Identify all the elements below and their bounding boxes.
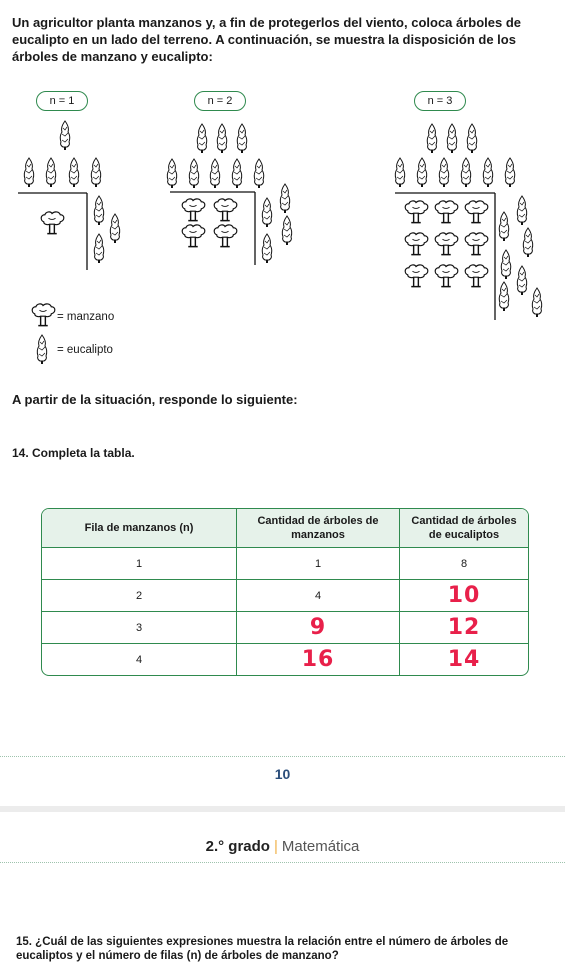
figure-label-n3: n = 3 (414, 91, 466, 111)
eucalyptus-icon (210, 159, 219, 188)
handwritten-answer[interactable]: 14 (447, 647, 481, 672)
footer-subject: Matemática (281, 838, 360, 855)
apple-tree-icon (405, 201, 428, 223)
table-row (42, 644, 528, 675)
figure-n2 (160, 115, 320, 275)
footer-title (0, 838, 565, 855)
divider (0, 756, 565, 757)
eucalyptus-icon (91, 158, 100, 187)
eucalyptus-icon (60, 121, 69, 150)
eucalyptus-icon (167, 159, 176, 188)
cell-eucalyptus: 8 (400, 548, 528, 580)
figure-label-n2: n = 2 (194, 91, 246, 111)
legend-apple-label: = manzano (57, 311, 115, 323)
footer-grade: 2.° grado (205, 838, 270, 855)
eucalyptus-icon (501, 250, 510, 279)
apple-tree-icon (214, 199, 237, 221)
cell-apples: 4 (237, 580, 400, 612)
eucalyptus-icon (24, 158, 33, 187)
eucalyptus-icon (395, 158, 404, 187)
intro-paragraph: Un agricultor planta manzanos y, a fin de protegerlos del viento, coloca árboles de eucalipto en un lado del terreno. A continuación, se muestra la disposición de los árboles de manzano y eucalipto: (12, 15, 522, 64)
apple-tree-icon (41, 212, 64, 234)
eucalyptus-icon (110, 214, 119, 243)
question-15: 15. ¿Cuál de las siguientes expresiones muestra la relación entre el número de árboles de eucaliptos y el número de filas (n) de árboles de manzano? (16, 936, 509, 962)
eucalyptus-icon (417, 158, 426, 187)
apple-tree-icon (182, 199, 205, 221)
eucalyptus-icon (197, 124, 206, 153)
handwritten-answer[interactable]: 10 (400, 580, 528, 612)
eucalyptus-icon (483, 158, 492, 187)
figure-n1 (0, 115, 150, 275)
eucalyptus-icon (517, 266, 526, 295)
apple-tree-icon (435, 201, 458, 223)
eucalyptus-icon (427, 124, 436, 153)
eucalyptus-icon (499, 282, 508, 311)
table-row (42, 548, 528, 580)
header-eucalyptus: Cantidad de árboles de eucaliptos (400, 509, 528, 548)
answer-table (41, 508, 529, 676)
eucalyptus-icon (499, 212, 508, 241)
eucalyptus-icon (46, 158, 55, 187)
footer-separator: | (273, 838, 278, 855)
table-row (42, 580, 528, 612)
eucalyptus-icon (447, 124, 456, 153)
eucalyptus-icon (232, 159, 241, 188)
eucalyptus-icon (532, 288, 541, 317)
cell-apples: 1 (237, 548, 400, 580)
figure-n3 (385, 115, 560, 330)
eucalyptus-icon (94, 196, 103, 225)
eucalyptus-icon (189, 159, 198, 188)
apple-tree-icon (465, 233, 488, 255)
apple-tree-icon (214, 225, 237, 247)
page-number: 10 (274, 766, 291, 782)
prompt-text: A partir de la situación, responde lo siguiente: (12, 392, 298, 407)
cell-n: 2 (42, 580, 237, 612)
header-apples: Cantidad de árboles de manzanos (237, 509, 400, 548)
legend-apple-icon (30, 302, 56, 328)
handwritten-answer[interactable]: 12 (400, 612, 528, 644)
apple-tree-icon (435, 265, 458, 287)
apple-tree-icon (405, 265, 428, 287)
cell-n: 1 (42, 548, 237, 580)
figure-label-n1: n = 1 (36, 91, 88, 111)
eucalyptus-icon (461, 158, 470, 187)
handwritten-answer[interactable]: 16 (237, 644, 400, 675)
apple-tree-icon (465, 201, 488, 223)
eucalyptus-icon (282, 216, 291, 245)
legend-eucalyptus-icon (35, 334, 49, 364)
eucalyptus-icon (439, 158, 448, 187)
cell-n: 4 (42, 644, 237, 675)
apple-tree-icon (182, 225, 205, 247)
eucalyptus-icon (217, 124, 226, 153)
cell-n: 3 (42, 612, 237, 644)
eucalyptus-icon (505, 158, 514, 187)
legend-eucalyptus-label: = eucalipto (57, 344, 113, 356)
handwritten-answer[interactable]: 9 (237, 612, 400, 644)
apple-tree-icon (435, 233, 458, 255)
page-break-band (0, 806, 565, 812)
eucalyptus-icon (237, 124, 246, 153)
apple-tree-icon (465, 265, 488, 287)
eucalyptus-icon (254, 159, 263, 188)
apple-tree-icon (405, 233, 428, 255)
divider (0, 862, 565, 863)
eucalyptus-icon (523, 228, 532, 257)
eucalyptus-icon (467, 124, 476, 153)
header-rows: Fila de manzanos (n) (42, 509, 237, 548)
eucalyptus-icon (262, 234, 271, 263)
question-14: 14. Completa la tabla. (12, 446, 135, 460)
eucalyptus-icon (280, 184, 289, 213)
eucalyptus-icon (69, 158, 78, 187)
eucalyptus-icon (94, 234, 103, 263)
table-row (42, 612, 528, 644)
eucalyptus-icon (517, 196, 526, 225)
eucalyptus-icon (262, 198, 271, 227)
